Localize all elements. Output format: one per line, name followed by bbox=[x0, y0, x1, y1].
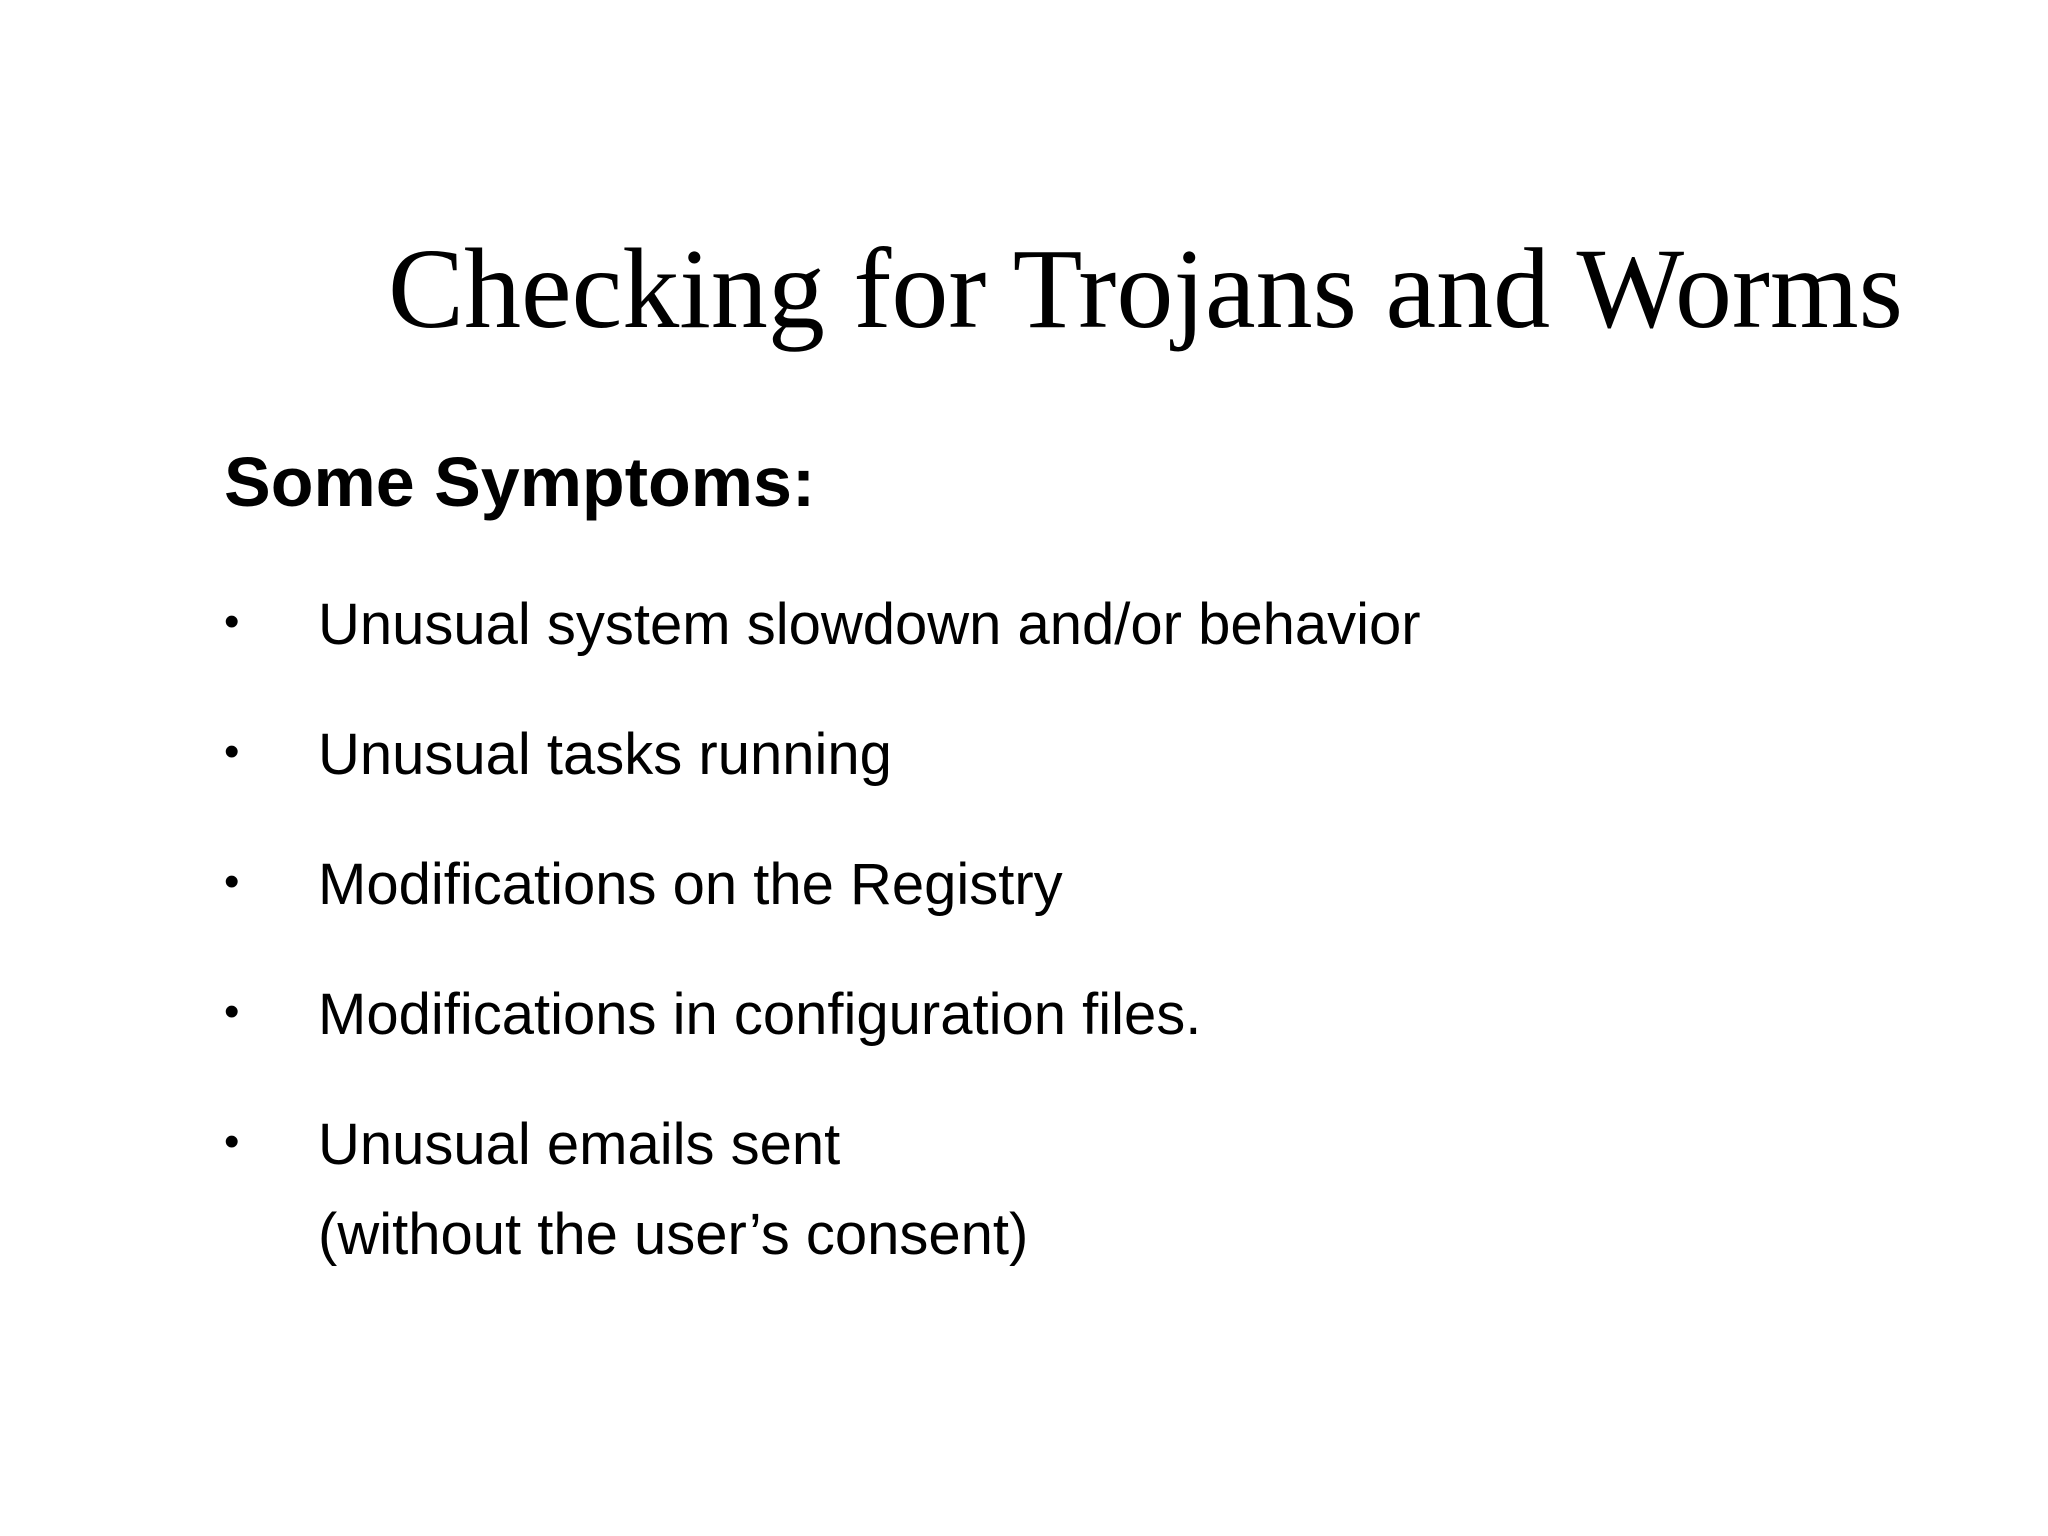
bullet-icon: • bbox=[224, 1117, 240, 1166]
list-item-text: Modifications in configuration files. bbox=[318, 982, 1202, 1047]
list-item bbox=[224, 580, 1924, 670]
list-item-text: Modifications on the Registry bbox=[318, 852, 1063, 917]
list-item bbox=[224, 1100, 1924, 1280]
list-item-text: Unusual emails sent bbox=[318, 1112, 841, 1177]
bullet-icon: • bbox=[224, 597, 240, 646]
bullet-icon: • bbox=[224, 987, 240, 1036]
list-item-text: Unusual tasks running bbox=[318, 722, 892, 787]
section-heading: Some Symptoms: bbox=[224, 443, 816, 521]
list-item-subtext: (without the user’s consent) bbox=[318, 1202, 1029, 1267]
list-item bbox=[224, 970, 1924, 1060]
slide-title: Checking for Trojans and Worms bbox=[388, 225, 1904, 352]
list-item-text: Unusual system slowdown and/or behavior bbox=[318, 592, 1421, 657]
list-item bbox=[224, 710, 1924, 800]
list-item bbox=[224, 840, 1924, 930]
symptom-list bbox=[224, 580, 1924, 1320]
bullet-icon: • bbox=[224, 857, 240, 906]
bullet-icon: • bbox=[224, 727, 240, 776]
